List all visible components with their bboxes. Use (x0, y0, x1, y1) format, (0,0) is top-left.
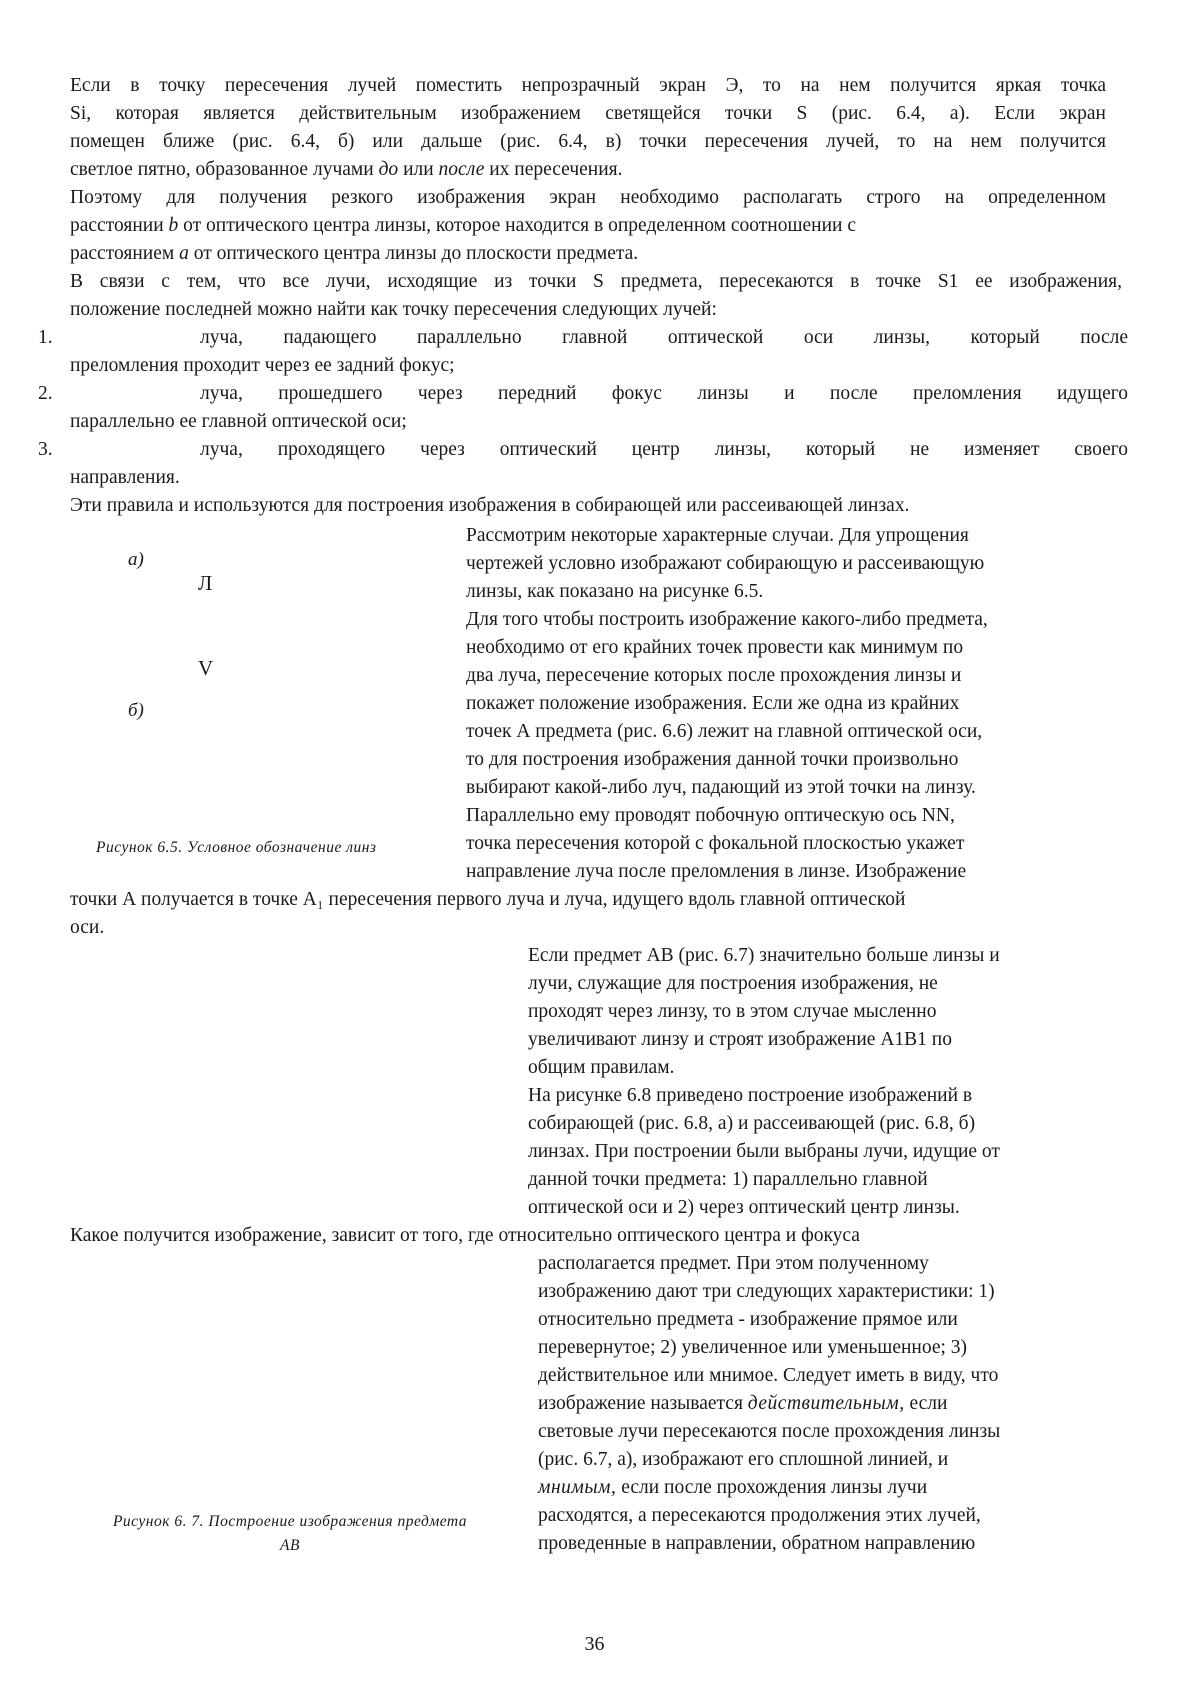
text-run: светлое пятно, образованное лучами (70, 159, 379, 180)
column-line: расходятся, а пересекаются продолжения этих лучей, (538, 1505, 981, 1526)
emphasis: мнимым, (538, 1477, 617, 1498)
converging-lens-symbol: Л (198, 571, 213, 595)
column-line: увеличивают линзу и строят изображение А1В1 по (528, 1029, 952, 1050)
paragraph-line (70, 156, 623, 184)
column-line: изображению дают три следующих характеристики: 1) (538, 1281, 995, 1302)
paragraph-line: положение последней можно найти как точку пересечения следующих лучей: (70, 299, 717, 320)
list-number: 2. (38, 383, 53, 404)
text-run: расстоянии (70, 215, 169, 236)
column-line: выбирают какой-либо луч, падающий из этой точки на линзу. (466, 777, 976, 798)
paragraph-line: Эти правила и используются для построения изображения в собирающей или рассеивающей линзах. (70, 495, 910, 516)
emphasis: b (168, 215, 179, 236)
list-item: луча, падающего параллельно главной оптической оси линзы, который после (200, 327, 1128, 348)
figure-caption: Рисунок 6. 7. Построение изображения предмета (112, 1513, 468, 1530)
paragraph-line: Если в точку пересечения лучей поместить непрозрачный экран Э, то на нем получится яркая точка (70, 75, 1106, 96)
column-line: действительное или мнимое. Следует иметь в виду, что (538, 1365, 999, 1386)
column-line: два луча, пересечение которых после прохождения линзы и (466, 665, 962, 686)
emphasis: а (179, 243, 189, 264)
list-item: луча, проходящего через оптический центр линзы, который не изменяет своего (200, 439, 1128, 460)
paragraph-line (70, 212, 856, 240)
column-line: Рассмотрим некоторые характерные случаи. Для упрощения (466, 525, 969, 546)
column-line: собирающей (рис. 6.8, а) и рассеивающей (рис. 6.8, б) (528, 1113, 976, 1134)
column-line: линзы, как показано на рисунке 6.5. (466, 581, 764, 602)
column-line: располагается предмет. При этом полученному (538, 1253, 929, 1274)
column-line: Для того чтобы построить изображение какого-либо предмета, (466, 609, 988, 630)
column-line: На рисунке 6.8 приведено построение изображений в (528, 1085, 973, 1106)
emphasis: после (438, 159, 485, 180)
column-line: Если предмет АВ (рис. 6.7) значительно больше линзы и (528, 945, 1000, 966)
column-line: оптической оси и 2) через оптический центр линзы. (528, 1197, 960, 1218)
diverging-lens-symbol: V (198, 656, 214, 680)
list-number: 1. (38, 327, 53, 348)
list-item-continuation: преломления проходит через ее задний фокус; (70, 355, 455, 376)
column-line: линзах. При построении были выбраны лучи, идущие от (528, 1141, 1000, 1162)
column-line: точек А предмета (рис. 6.6) лежит на главной оптической оси, (466, 721, 983, 742)
column-line: проведенные в направлении, обратном направлению (538, 1533, 976, 1554)
text-run: изображение называется (538, 1393, 748, 1414)
list-item-continuation: параллельно ее главной оптической оси; (70, 411, 407, 432)
column-line: необходимо от его крайних точек провести как минимум по (466, 637, 964, 658)
text-run: от оптического центра линзы до плоскости предмета. (188, 243, 639, 264)
column-line: лучи, служащие для построения изображения, не (528, 973, 938, 994)
figure-caption: Рисунок 6.5. Условное обозначение линз (96, 839, 377, 856)
column-line: направление луча после преломления в линзе. Изображение (466, 861, 967, 882)
paragraph-line: В связи с тем, что все лучи, исходящие из точки S предмета, пересекаются в точке S1 ее изображения, (70, 271, 1122, 292)
list-number: 3. (38, 439, 53, 460)
figure-caption: АВ (280, 1537, 300, 1554)
paragraph-line: Поэтому для получения резкого изображения экран необходимо располагать строго на определенном (70, 187, 1106, 208)
column-line: покажет положение изображения. Если же одна из крайних (466, 693, 960, 714)
list-item: луча, прошедшего через передний фокус линзы и после преломления идущего (200, 383, 1128, 404)
figure-label-b: б) (128, 700, 144, 721)
page-number: 36 (584, 1633, 605, 1655)
figure-label-a: а) (128, 549, 144, 570)
paragraph-line: оси. (70, 917, 105, 938)
emphasis: действительным, (747, 1393, 905, 1414)
column-line (538, 1474, 927, 1502)
text-run: их пересечения. (484, 159, 623, 180)
column-line: точка пересечения которой с фокальной плоскостью укажет (466, 833, 965, 854)
column-line: данной точки предмета: 1) параллельно главной (528, 1169, 928, 1190)
column-line: общим правилам. (528, 1057, 675, 1078)
text-run: расстоянием (70, 243, 180, 264)
column-line: относительно предмета - изображение прямое или (538, 1309, 958, 1330)
column-line (538, 1390, 947, 1418)
column-line: чертежей условно изображают собирающую и рассеивающую (466, 553, 985, 574)
text-run: если после прохождения линзы лучи (616, 1477, 928, 1498)
text-run: или (398, 159, 439, 180)
column-line: световые лучи пересекаются после прохождения линзы (538, 1421, 1001, 1442)
text-run: если (904, 1393, 948, 1414)
paragraph-line: Si, которая является действительным изображением светящейся точки S (рис. 6.4, а). Если экран (70, 103, 1106, 124)
list-item-continuation: направления. (70, 467, 180, 488)
column-line: Параллельно ему проводят побочную оптическую ось NN, (466, 805, 955, 826)
paragraph-line: точки А получается в точке А₁ пересечения первого луча и луча, идущего вдоль главной оптической (70, 889, 906, 910)
column-line: перевернутое; 2) увеличенное или уменьшенное; 3) (538, 1337, 968, 1358)
column-line: то для построения изображения данной точки произвольно (466, 749, 959, 770)
paragraph-line (70, 240, 638, 268)
column-line: (рис. 6.7, а), изображают его сплошной линией, и (538, 1449, 949, 1470)
column-line: проходят через линзу, то в этом случае мысленно (528, 1001, 937, 1022)
emphasis: до (378, 159, 399, 180)
paragraph-line: помещен ближе (рис. 6.4, б) или дальше (рис. 6.4, в) точки пересечения лучей, то на нем получится (70, 131, 1106, 152)
text-run: от оптического центра линзы, которое находится в определенном соотношении с (178, 215, 856, 236)
paragraph-line: Какое получится изображение, зависит от того, где относительно оптического центра и фокуса (70, 1225, 860, 1246)
